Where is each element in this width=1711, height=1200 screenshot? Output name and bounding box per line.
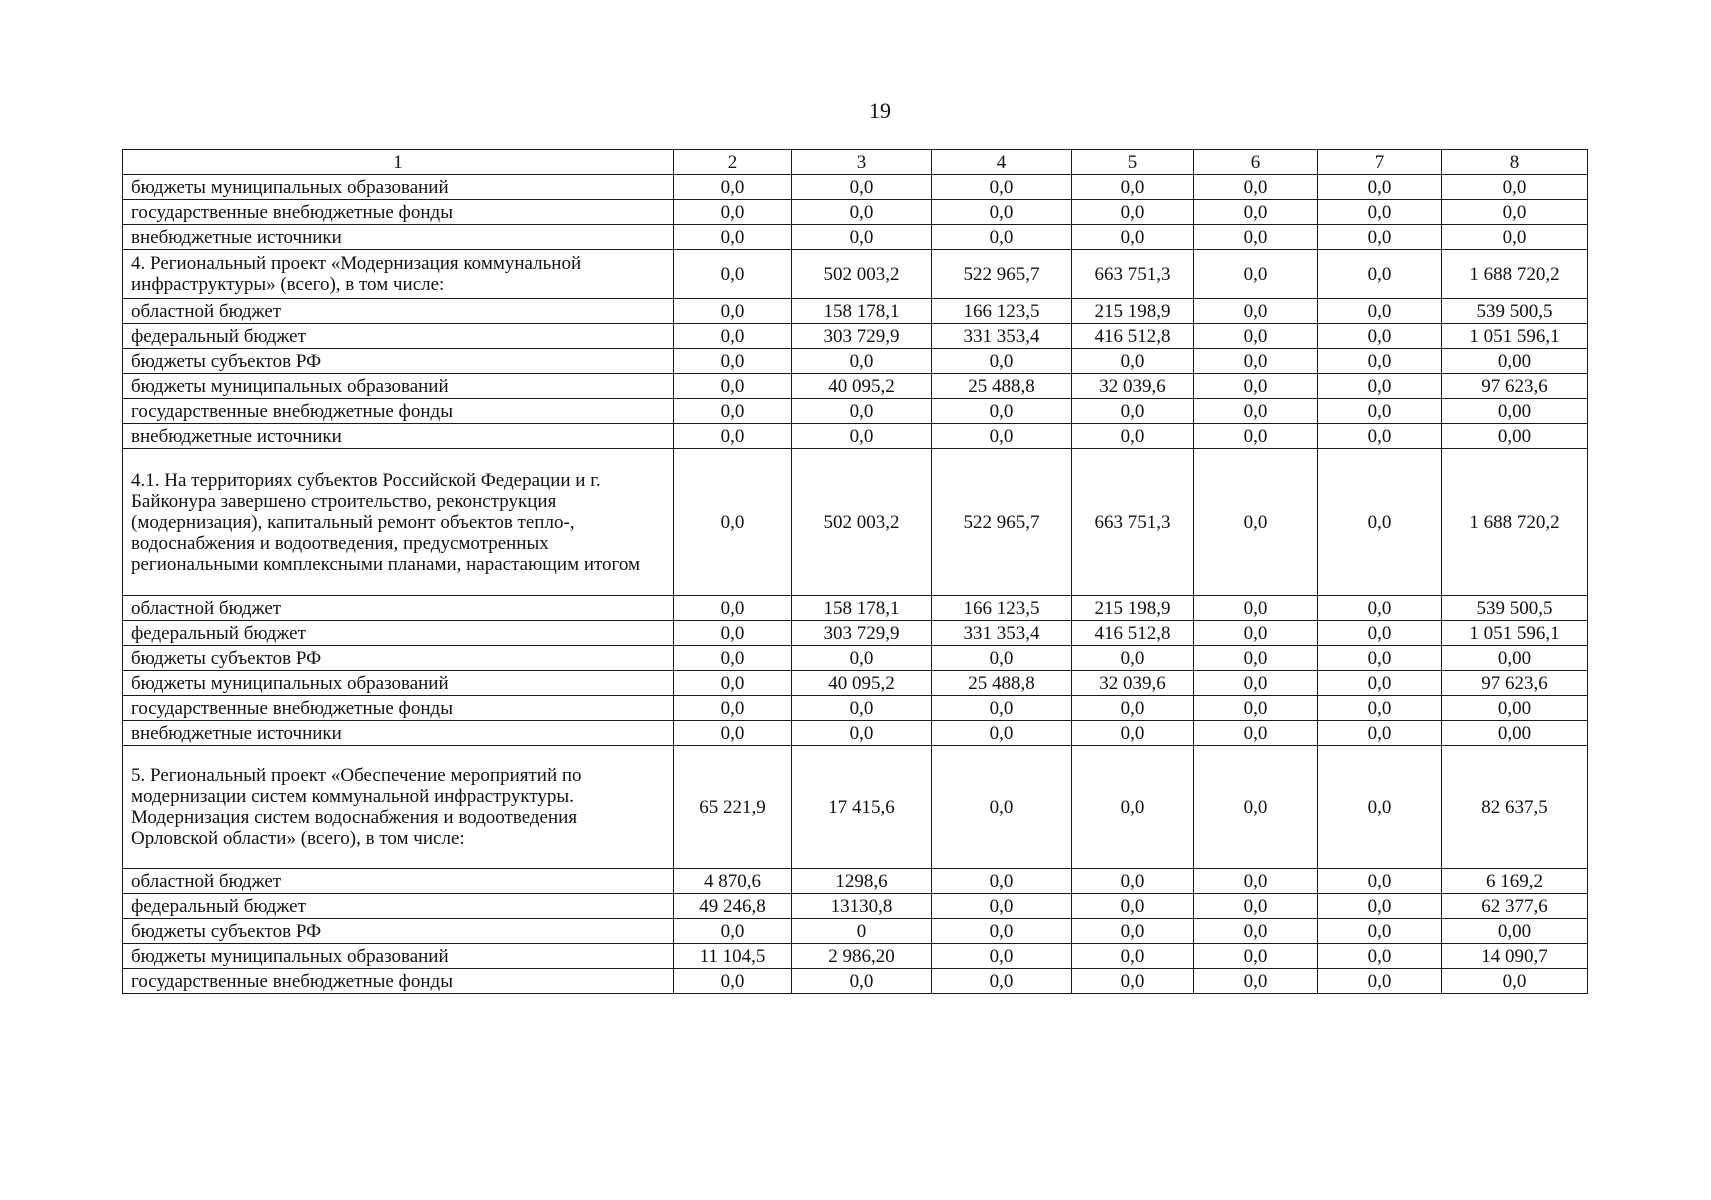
row-label: бюджеты муниципальных образований <box>123 175 674 200</box>
value-cell: 0,0 <box>1072 399 1194 424</box>
row-label: бюджеты муниципальных образований <box>123 671 674 696</box>
table-row <box>123 696 1588 721</box>
value-cell: 0,0 <box>1072 746 1194 869</box>
value-cell: 0,0 <box>932 696 1072 721</box>
value-cell: 0,0 <box>1072 424 1194 449</box>
value-cell: 0,0 <box>674 299 792 324</box>
value-cell: 0,0 <box>674 225 792 250</box>
header-cell: 2 <box>674 150 792 175</box>
value-cell: 539 500,5 <box>1442 596 1588 621</box>
value-cell: 0,0 <box>674 671 792 696</box>
value-cell: 0,0 <box>792 225 932 250</box>
value-cell: 0,0 <box>1194 671 1318 696</box>
value-cell: 0,0 <box>1072 225 1194 250</box>
value-cell: 0,0 <box>932 399 1072 424</box>
table-row <box>123 746 1588 869</box>
value-cell: 1 051 596,1 <box>1442 324 1588 349</box>
value-cell: 0,0 <box>792 424 932 449</box>
value-cell: 0,0 <box>1318 399 1442 424</box>
value-cell: 303 729,9 <box>792 324 932 349</box>
value-cell: 0,0 <box>1318 225 1442 250</box>
value-cell: 0,0 <box>1194 944 1318 969</box>
value-cell: 0,00 <box>1442 721 1588 746</box>
table-row <box>123 175 1588 200</box>
value-cell: 0,0 <box>1194 324 1318 349</box>
value-cell: 1 688 720,2 <box>1442 250 1588 299</box>
value-cell: 331 353,4 <box>932 324 1072 349</box>
value-cell: 0,0 <box>674 969 792 994</box>
value-cell: 82 637,5 <box>1442 746 1588 869</box>
value-cell: 0,0 <box>932 200 1072 225</box>
row-label: государственные внебюджетные фонды <box>123 399 674 424</box>
value-cell: 303 729,9 <box>792 621 932 646</box>
value-cell: 0,0 <box>674 349 792 374</box>
table-row <box>123 200 1588 225</box>
value-cell: 0,0 <box>1194 374 1318 399</box>
table-row <box>123 399 1588 424</box>
value-cell: 0,0 <box>1072 919 1194 944</box>
value-cell: 40 095,2 <box>792 374 932 399</box>
value-cell: 0,0 <box>1072 696 1194 721</box>
row-label: бюджеты муниципальных образований <box>123 944 674 969</box>
value-cell: 0,0 <box>674 399 792 424</box>
value-cell: 0,0 <box>1318 671 1442 696</box>
header-cell: 6 <box>1194 150 1318 175</box>
value-cell: 0,0 <box>1318 646 1442 671</box>
value-cell: 0,0 <box>1072 969 1194 994</box>
value-cell: 0,0 <box>1318 200 1442 225</box>
value-cell: 158 178,1 <box>792 299 932 324</box>
value-cell: 0,0 <box>792 646 932 671</box>
row-label: федеральный бюджет <box>123 621 674 646</box>
value-cell: 1298,6 <box>792 869 932 894</box>
value-cell: 0,0 <box>1194 696 1318 721</box>
header-row <box>123 150 1588 175</box>
value-cell: 0,00 <box>1442 696 1588 721</box>
value-cell: 0,0 <box>1318 919 1442 944</box>
value-cell: 0,0 <box>1318 324 1442 349</box>
row-label: внебюджетные источники <box>123 424 674 449</box>
value-cell: 539 500,5 <box>1442 299 1588 324</box>
table-body <box>123 150 1588 994</box>
value-cell: 14 090,7 <box>1442 944 1588 969</box>
table-row <box>123 349 1588 374</box>
table-row <box>123 969 1588 994</box>
value-cell: 0,0 <box>1072 869 1194 894</box>
value-cell: 0,00 <box>1442 424 1588 449</box>
value-cell: 166 123,5 <box>932 299 1072 324</box>
value-cell: 32 039,6 <box>1072 671 1194 696</box>
value-cell: 0,0 <box>1194 424 1318 449</box>
value-cell: 166 123,5 <box>932 596 1072 621</box>
value-cell: 25 488,8 <box>932 671 1072 696</box>
header-cell: 8 <box>1442 150 1588 175</box>
value-cell: 0,0 <box>932 225 1072 250</box>
value-cell: 0,0 <box>932 869 1072 894</box>
value-cell: 0,0 <box>1194 175 1318 200</box>
row-label: 5. Региональный проект «Обеспечение мероприятий по модернизации систем коммунальной инфраструктуры. Модернизация систем водоснабжения и водоотведения Орловской области» (всего), в том числе: <box>123 746 674 869</box>
table-row <box>123 621 1588 646</box>
row-label: государственные внебюджетные фонды <box>123 200 674 225</box>
value-cell: 0,0 <box>932 969 1072 994</box>
value-cell: 0,0 <box>1194 449 1318 596</box>
value-cell: 40 095,2 <box>792 671 932 696</box>
value-cell: 0,00 <box>1442 399 1588 424</box>
header-cell: 3 <box>792 150 932 175</box>
value-cell: 0,0 <box>932 746 1072 869</box>
value-cell: 0,0 <box>674 696 792 721</box>
row-label: бюджеты субъектов РФ <box>123 646 674 671</box>
value-cell: 663 751,3 <box>1072 250 1194 299</box>
value-cell: 215 198,9 <box>1072 596 1194 621</box>
value-cell: 0,0 <box>1194 250 1318 299</box>
value-cell: 0,0 <box>1194 721 1318 746</box>
value-cell: 65 221,9 <box>674 746 792 869</box>
value-cell: 0,0 <box>1194 225 1318 250</box>
value-cell: 0,0 <box>1318 696 1442 721</box>
value-cell: 0,0 <box>1442 200 1588 225</box>
value-cell: 502 003,2 <box>792 449 932 596</box>
value-cell: 1 688 720,2 <box>1442 449 1588 596</box>
table-row <box>123 250 1588 299</box>
table-row <box>123 894 1588 919</box>
table-row <box>123 869 1588 894</box>
value-cell: 0,0 <box>674 721 792 746</box>
header-cell: 5 <box>1072 150 1194 175</box>
value-cell: 0,0 <box>1318 374 1442 399</box>
value-cell: 0,0 <box>1318 596 1442 621</box>
value-cell: 0,0 <box>674 175 792 200</box>
table-row <box>123 671 1588 696</box>
value-cell: 416 512,8 <box>1072 324 1194 349</box>
value-cell: 0,0 <box>1442 969 1588 994</box>
row-label: государственные внебюджетные фонды <box>123 969 674 994</box>
value-cell: 0,0 <box>1072 721 1194 746</box>
row-label: областной бюджет <box>123 869 674 894</box>
table-row <box>123 374 1588 399</box>
value-cell: 0,0 <box>1194 919 1318 944</box>
value-cell: 0,00 <box>1442 646 1588 671</box>
value-cell: 0,0 <box>792 696 932 721</box>
value-cell: 0,0 <box>932 349 1072 374</box>
value-cell: 0,0 <box>674 200 792 225</box>
row-label: бюджеты субъектов РФ <box>123 919 674 944</box>
table-row <box>123 449 1588 596</box>
value-cell: 49 246,8 <box>674 894 792 919</box>
value-cell: 0,0 <box>1318 721 1442 746</box>
header-cell: 4 <box>932 150 1072 175</box>
value-cell: 0,0 <box>1318 746 1442 869</box>
value-cell: 0,0 <box>792 200 932 225</box>
table-row <box>123 721 1588 746</box>
row-label: 4.1. На территориях субъектов Российской Федерации и г. Байконура завершено строительство, реконструкция (модернизация), капитальный ремонт объектов тепло-, водоснабжения и водоотведения, предусмотренных региональными комплексными планами, нарастающим итогом <box>123 449 674 596</box>
table-row <box>123 324 1588 349</box>
value-cell: 0,0 <box>1072 200 1194 225</box>
value-cell: 0,00 <box>1442 349 1588 374</box>
value-cell: 0,0 <box>1318 299 1442 324</box>
value-cell: 25 488,8 <box>932 374 1072 399</box>
value-cell: 502 003,2 <box>792 250 932 299</box>
row-label: внебюджетные источники <box>123 225 674 250</box>
value-cell: 0,0 <box>1072 175 1194 200</box>
table-row <box>123 596 1588 621</box>
value-cell: 0,0 <box>1194 646 1318 671</box>
value-cell: 0,0 <box>1194 746 1318 869</box>
value-cell: 0,0 <box>1194 399 1318 424</box>
header-cell: 1 <box>123 150 674 175</box>
value-cell: 0,0 <box>674 374 792 399</box>
budget-table <box>122 149 1588 994</box>
value-cell: 13130,8 <box>792 894 932 919</box>
value-cell: 0,0 <box>1442 225 1588 250</box>
value-cell: 0,0 <box>1072 944 1194 969</box>
value-cell: 0,0 <box>792 175 932 200</box>
value-cell: 0,0 <box>792 721 932 746</box>
value-cell: 0 <box>792 919 932 944</box>
value-cell: 0,0 <box>1194 621 1318 646</box>
value-cell: 0,0 <box>1194 299 1318 324</box>
value-cell: 97 623,6 <box>1442 671 1588 696</box>
value-cell: 416 512,8 <box>1072 621 1194 646</box>
value-cell: 0,0 <box>1442 175 1588 200</box>
row-label: федеральный бюджет <box>123 324 674 349</box>
value-cell: 62 377,6 <box>1442 894 1588 919</box>
value-cell: 0,0 <box>674 324 792 349</box>
value-cell: 0,0 <box>1318 869 1442 894</box>
table-row <box>123 225 1588 250</box>
value-cell: 0,0 <box>792 349 932 374</box>
value-cell: 0,0 <box>1194 869 1318 894</box>
value-cell: 0,0 <box>674 449 792 596</box>
value-cell: 0,0 <box>674 919 792 944</box>
row-label: федеральный бюджет <box>123 894 674 919</box>
value-cell: 0,0 <box>674 596 792 621</box>
row-label: бюджеты муниципальных образований <box>123 374 674 399</box>
value-cell: 0,0 <box>932 919 1072 944</box>
row-label: областной бюджет <box>123 299 674 324</box>
value-cell: 0,0 <box>674 250 792 299</box>
value-cell: 0,0 <box>1194 596 1318 621</box>
value-cell: 0,0 <box>1318 969 1442 994</box>
value-cell: 0,0 <box>932 721 1072 746</box>
value-cell: 97 623,6 <box>1442 374 1588 399</box>
value-cell: 663 751,3 <box>1072 449 1194 596</box>
value-cell: 0,0 <box>674 646 792 671</box>
value-cell: 11 104,5 <box>674 944 792 969</box>
value-cell: 158 178,1 <box>792 596 932 621</box>
value-cell: 0,0 <box>674 621 792 646</box>
value-cell: 0,0 <box>932 894 1072 919</box>
table-row <box>123 424 1588 449</box>
value-cell: 0,0 <box>932 175 1072 200</box>
value-cell: 2 986,20 <box>792 944 932 969</box>
value-cell: 0,0 <box>932 944 1072 969</box>
value-cell: 6 169,2 <box>1442 869 1588 894</box>
value-cell: 32 039,6 <box>1072 374 1194 399</box>
table-row <box>123 919 1588 944</box>
value-cell: 0,0 <box>1194 969 1318 994</box>
value-cell: 4 870,6 <box>674 869 792 894</box>
row-label: 4. Региональный проект «Модернизация коммунальной инфраструктуры» (всего), в том числе: <box>123 250 674 299</box>
value-cell: 522 965,7 <box>932 250 1072 299</box>
value-cell: 0,0 <box>1072 894 1194 919</box>
value-cell: 0,0 <box>1318 250 1442 299</box>
value-cell: 522 965,7 <box>932 449 1072 596</box>
value-cell: 331 353,4 <box>932 621 1072 646</box>
row-label: государственные внебюджетные фонды <box>123 696 674 721</box>
value-cell: 0,0 <box>792 969 932 994</box>
value-cell: 0,0 <box>1072 349 1194 374</box>
value-cell: 0,0 <box>1318 175 1442 200</box>
value-cell: 0,0 <box>1194 349 1318 374</box>
value-cell: 215 198,9 <box>1072 299 1194 324</box>
value-cell: 0,0 <box>1318 424 1442 449</box>
value-cell: 0,0 <box>932 424 1072 449</box>
header-cell: 7 <box>1318 150 1442 175</box>
value-cell: 0,0 <box>674 424 792 449</box>
value-cell: 17 415,6 <box>792 746 932 869</box>
value-cell: 0,0 <box>1318 944 1442 969</box>
row-label: внебюджетные источники <box>123 721 674 746</box>
value-cell: 0,0 <box>1194 894 1318 919</box>
table-row <box>123 299 1588 324</box>
row-label: бюджеты субъектов РФ <box>123 349 674 374</box>
value-cell: 1 051 596,1 <box>1442 621 1588 646</box>
table-row <box>123 646 1588 671</box>
value-cell: 0,0 <box>1318 349 1442 374</box>
table-row <box>123 944 1588 969</box>
value-cell: 0,0 <box>1194 200 1318 225</box>
value-cell: 0,0 <box>792 399 932 424</box>
value-cell: 0,0 <box>1072 646 1194 671</box>
value-cell: 0,0 <box>932 646 1072 671</box>
page-number: 19 <box>869 98 891 123</box>
value-cell: 0,0 <box>1318 894 1442 919</box>
value-cell: 0,0 <box>1318 621 1442 646</box>
value-cell: 0,0 <box>1318 449 1442 596</box>
value-cell: 0,00 <box>1442 919 1588 944</box>
row-label: областной бюджет <box>123 596 674 621</box>
